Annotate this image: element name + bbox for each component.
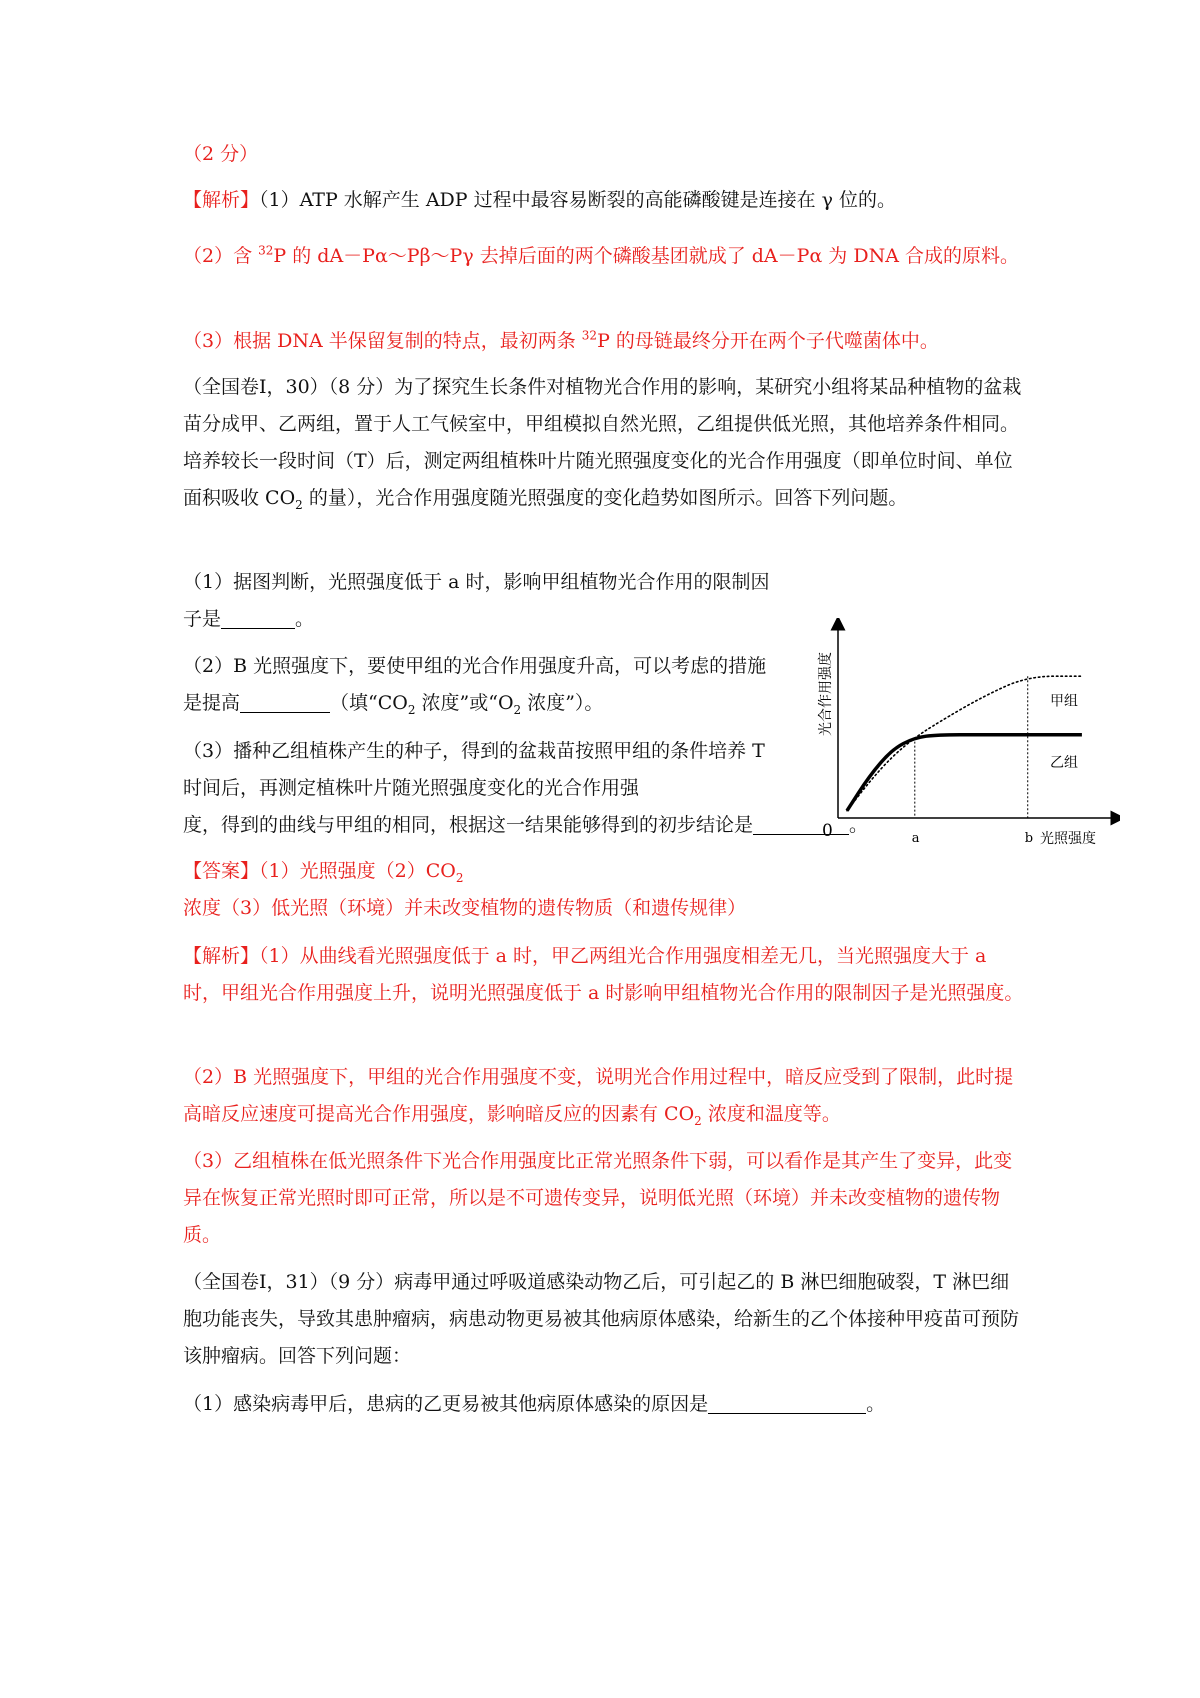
origin-label: 0: [822, 821, 833, 841]
explanation-30-3: （3）乙组植株在低光照条件下光合作用强度比正常光照条件下弱，可以看作是其产生了变异，此变异在恢复正常光照时即可正常，所以是不可遗传变异，说明低光照（环境）并未改变植物的遗传物质。: [183, 1150, 1013, 1246]
series-label-1: 甲组: [1050, 693, 1078, 710]
answer-30: 【答案】（1）光照强度$(2)CO_2$ 浓度（3）低光照（环境）并未改变植物的遗传物质（和遗传规律）: [183, 860, 747, 919]
question-31-stem: （全国卷Ⅰ，31）（9 分）病毒甲通过呼吸道感染动物乙后，可引起乙的 B 淋巴细胞破裂，T 淋巴细胞功能丧失，导致其患肿瘤病，病患动物更易被其他病原体感染，给新生的乙个体接种甲疫苗可预防该肿瘤病。回答下列问题：: [183, 1271, 1020, 1367]
answer-tag: 【答案】: [183, 860, 260, 882]
series-line-2: [847, 735, 1082, 811]
explanation-tag: 【解析】: [183, 189, 260, 211]
answer-blank-4: [708, 1391, 866, 1414]
question-30-stem: （全国卷Ⅰ，30）（8 分）为了探究生长条件对植物光合作用的影响，某研究小组将某品种植物的盆栽苗分成甲、乙两组，置于人工气候室中，甲组模拟自然光照，乙组提供低光照，其他培养条件相同。培养较长一段时间（T）后，测定两组植株叶片随光照强度变化的光合作用强度（即单位时间、单位面积吸收 $CO_2$ 的量），光合作用强度随光照强度的变化趋势如图所示。回答下列问题。: [183, 376, 1022, 512]
x-tick-label-a: a: [911, 831, 920, 846]
y-axis-label: 光合作用强度: [818, 652, 834, 736]
x-tick-label-b: b: [1024, 831, 1034, 846]
series-line-1: [847, 676, 1082, 811]
question-31-sub1: （1）感染病毒甲后，患病的乙更易被其他病原体感染的原因是 。: [183, 1393, 886, 1415]
x-axis-label: 光照强度: [1040, 831, 1096, 847]
explanation-30-2: （2）B 光照强度下，甲组的光合作用强度不变，说明光合作用过程中，暗反应受到了限制，此时提高暗反应速度可提高光合作用强度，影响暗反应的因素有 $CO_2$ 浓度和温度等。: [183, 1066, 1014, 1128]
question-30-sub2: （2）B 光照强度下，要使甲组的光合作用强度升高，可以考虑的措施是提高 （填“$CO_2$ 浓度”或“$O_2$ 浓度”）。: [183, 655, 767, 717]
question-30-sub3-cont: 度，得到的曲线与甲组的相同，根据这一结果能够得到的初步结论是 。: [183, 814, 869, 836]
question-30-sub1: （1）据图判断，光照强度低于 a 时，影响甲组植物光合作用的限制因子是 。: [183, 571, 770, 630]
explanation-2: （2）含 $^{32}$P 的 dA－Pα～Pβ～Pγ 去掉后面的两个磷酸基团就成了 dA－Pα 为 DNA 合成的原料。: [183, 243, 1019, 267]
score-note: （2 分）: [183, 143, 259, 165]
photosynthesis-chart: [800, 618, 1120, 860]
explanation-1: （1）ATP 水解产生 ADP 过程中最容易断裂的高能磷酸键是连接在 γ 位的。: [259, 189, 897, 211]
explanation-previous: [183, 182, 1025, 219]
answer-blank-2: [240, 690, 330, 713]
explanation-3: （3）根据 DNA 半保留复制的特点，最初两条 $^{32}$P 的母链最终分开在两个子代噬菌体中。: [183, 328, 939, 352]
answer-blank-1: [221, 606, 295, 629]
question-30-sub3: （3）播种乙组植株产生的种子，得到的盆栽苗按照甲组的条件培养 T 时间后，再测定植株叶片随光照强度变化的光合作用强: [183, 740, 765, 799]
explanation-tag: 【解析】: [183, 945, 260, 967]
explanation-30-1: 【解析】（1）从曲线看光照强度低于 a 时，甲乙两组光合作用强度相差无几，当光照强度大于 a 时，甲组光合作用强度上升，说明光照强度低于 a 时影响甲组植物光合作用的限制因子是光照强度。: [183, 945, 1024, 1004]
series-label-2: 乙组: [1050, 754, 1078, 771]
